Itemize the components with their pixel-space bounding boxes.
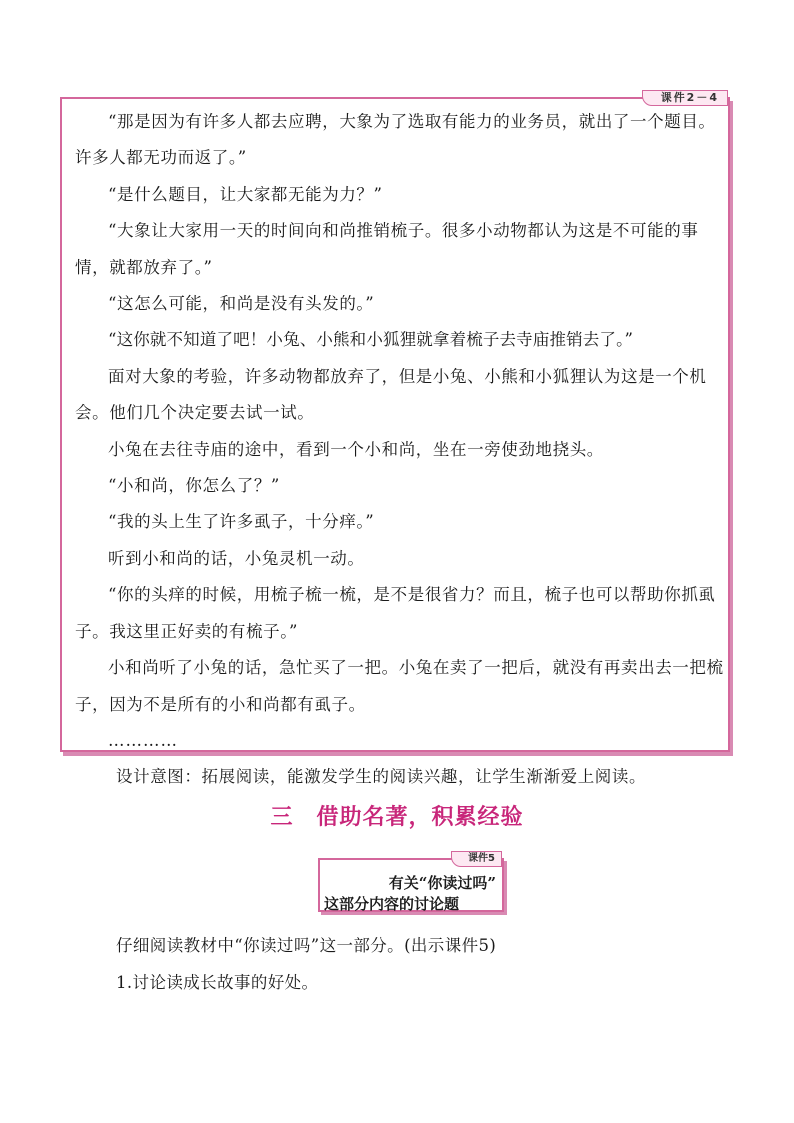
story-text <box>75 104 725 759</box>
card-title-line2: 这部分内容的讨论题 <box>324 895 460 913</box>
story-paragraph: 小和尚听了小兔的话，急忙买了一把。小兔在卖了一把后，就没有再卖出去一把梳子，因为不是所有的小和尚都有虱子。 <box>75 658 724 714</box>
card-tab: 课件5 <box>451 851 502 867</box>
instruction-paragraph: 仔细阅读教材中“你读过吗”这一部分。(出示课件5) <box>116 936 497 955</box>
section-title: 三 借助名著，积累经验 <box>270 804 524 830</box>
story-ellipsis: ………… <box>108 730 178 750</box>
story-paragraph: “你的头痒的时候，用梳子梳一梳，是不是很省力？而且，梳子也可以帮助你抓虱子。我这里正好卖的有梳子。” <box>75 585 716 641</box>
story-paragraph: “我的头上生了许多虱子，十分痒。” <box>108 512 375 532</box>
discussion-item: 1.讨论读成长故事的好处。 <box>116 973 319 992</box>
card-title-line1: 有关“你读过吗” <box>388 874 496 892</box>
story-paragraph: “大象让大家用一天的时间向和尚推销梳子。很多小动物都认为这是不可能的事情，就都放弃了。” <box>75 221 699 277</box>
design-intent: 设计意图：拓展阅读，能激发学生的阅读兴趣，让学生渐渐爱上阅读。 <box>116 767 647 786</box>
courseware-card <box>318 853 504 913</box>
story-paragraph: 面对大象的考验，许多动物都放弃了，但是小兔、小熊和小狐狸认为这是一个机会。他们几个决定要去试一试。 <box>75 366 707 423</box>
courseware-tab: 课件2－4 <box>642 90 728 106</box>
story-paragraph: “是什么题目，让大家都无能为力？” <box>108 184 383 204</box>
story-paragraph: “小和尚，你怎么了？” <box>108 476 280 496</box>
story-paragraph: 小兔在去往寺庙的途中，看到一个小和尚，坐在一旁使劲地挠头。 <box>108 439 604 459</box>
story-paragraph: “这你就不知道了吧！小兔、小熊和小狐狸就拿着梳子去寺庙推销去了。” <box>108 330 634 350</box>
story-paragraph: “这怎么可能，和尚是没有头发的。” <box>108 294 375 314</box>
story-paragraph: 听到小和尚的话，小兔灵机一动。 <box>108 548 365 568</box>
story-paragraph: “那是因为有许多人都去应聘，大象为了选取有能力的业务员，就出了一个题目。许多人都无功而返了。” <box>75 112 716 168</box>
